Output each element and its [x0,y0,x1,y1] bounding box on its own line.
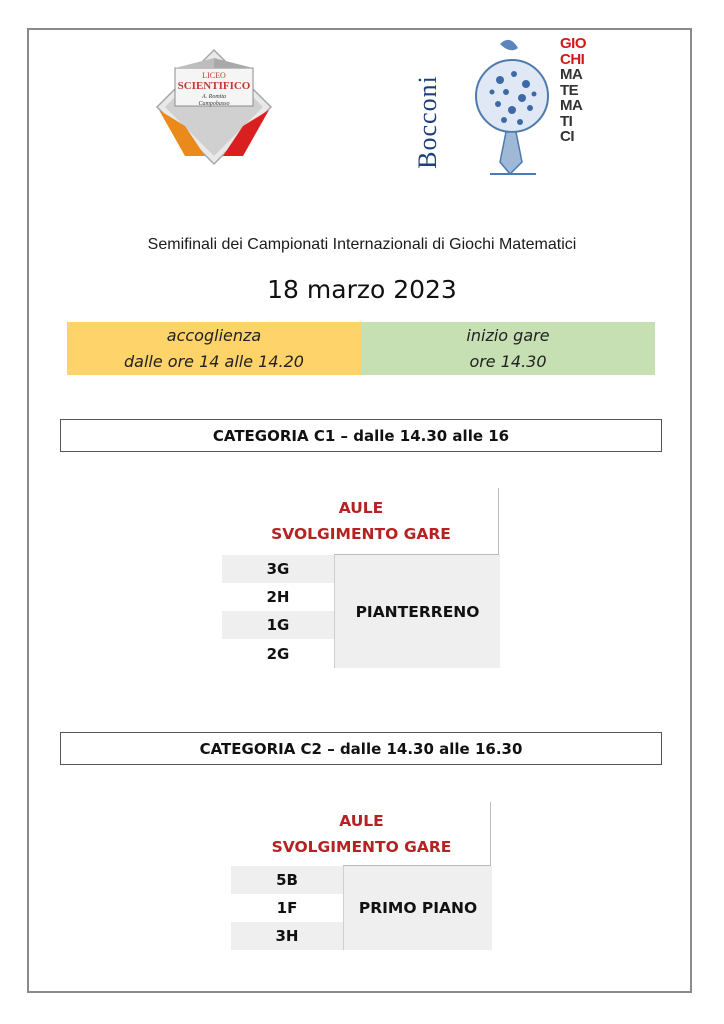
category-c1-rooms-table [222,488,500,668]
start-label: inizio gare [466,325,550,345]
event-subtitle: Semifinali dei Campionati Internazionali di Giochi Matematici [147,236,577,253]
table-header [222,495,500,547]
room-cell: 5B [231,866,343,894]
welcome-band [67,322,361,375]
room-cell: 1G [222,611,334,639]
floor-cell: PRIMO PIANO [343,866,492,950]
category-c2-rooms-table [231,802,492,950]
giochi-matematici-logo: GIO CHI MA TE MA TI CI [560,35,587,145]
table-header-line2: SVOLGIMENTO GARE [271,525,451,543]
svg-text:Campobasso: Campobasso [198,101,230,107]
svg-text:A. Romita: A. Romita [202,94,226,100]
start-time: ore 14.30 [469,351,547,371]
category-c1-title: CATEGORIA C1 – dalle 14.30 alle 16 [60,419,662,452]
welcome-label: accoglienza [166,325,262,345]
math-globe-emblem [470,34,556,180]
event-date: 18 marzo 2023 [267,275,457,304]
table-header-line1: AULE [339,812,384,830]
floor-cell: PIANTERRENO [334,555,500,668]
category-c2-title: CATEGORIA C2 – dalle 14.30 alle 16.30 [60,732,662,765]
room-cell: 3H [231,922,343,950]
table-header [231,808,492,860]
room-cell: 1F [276,899,298,917]
start-band [361,322,655,375]
bocconi-logo: Bocconi [413,75,442,169]
room-cell: 2H [266,588,290,606]
svg-text:LICEO: LICEO [202,71,226,80]
table-header-line1: AULE [338,499,384,517]
welcome-time: dalle ore 14 alle 14.20 [124,351,304,371]
room-cell: 3G [222,555,334,583]
svg-text:SCIENTIFICO: SCIENTIFICO [177,80,251,92]
liceo-scientifico-logo [155,48,273,166]
room-cell: 2G [266,644,290,663]
table-header-line2: SVOLGIMENTO GARE [271,838,452,856]
